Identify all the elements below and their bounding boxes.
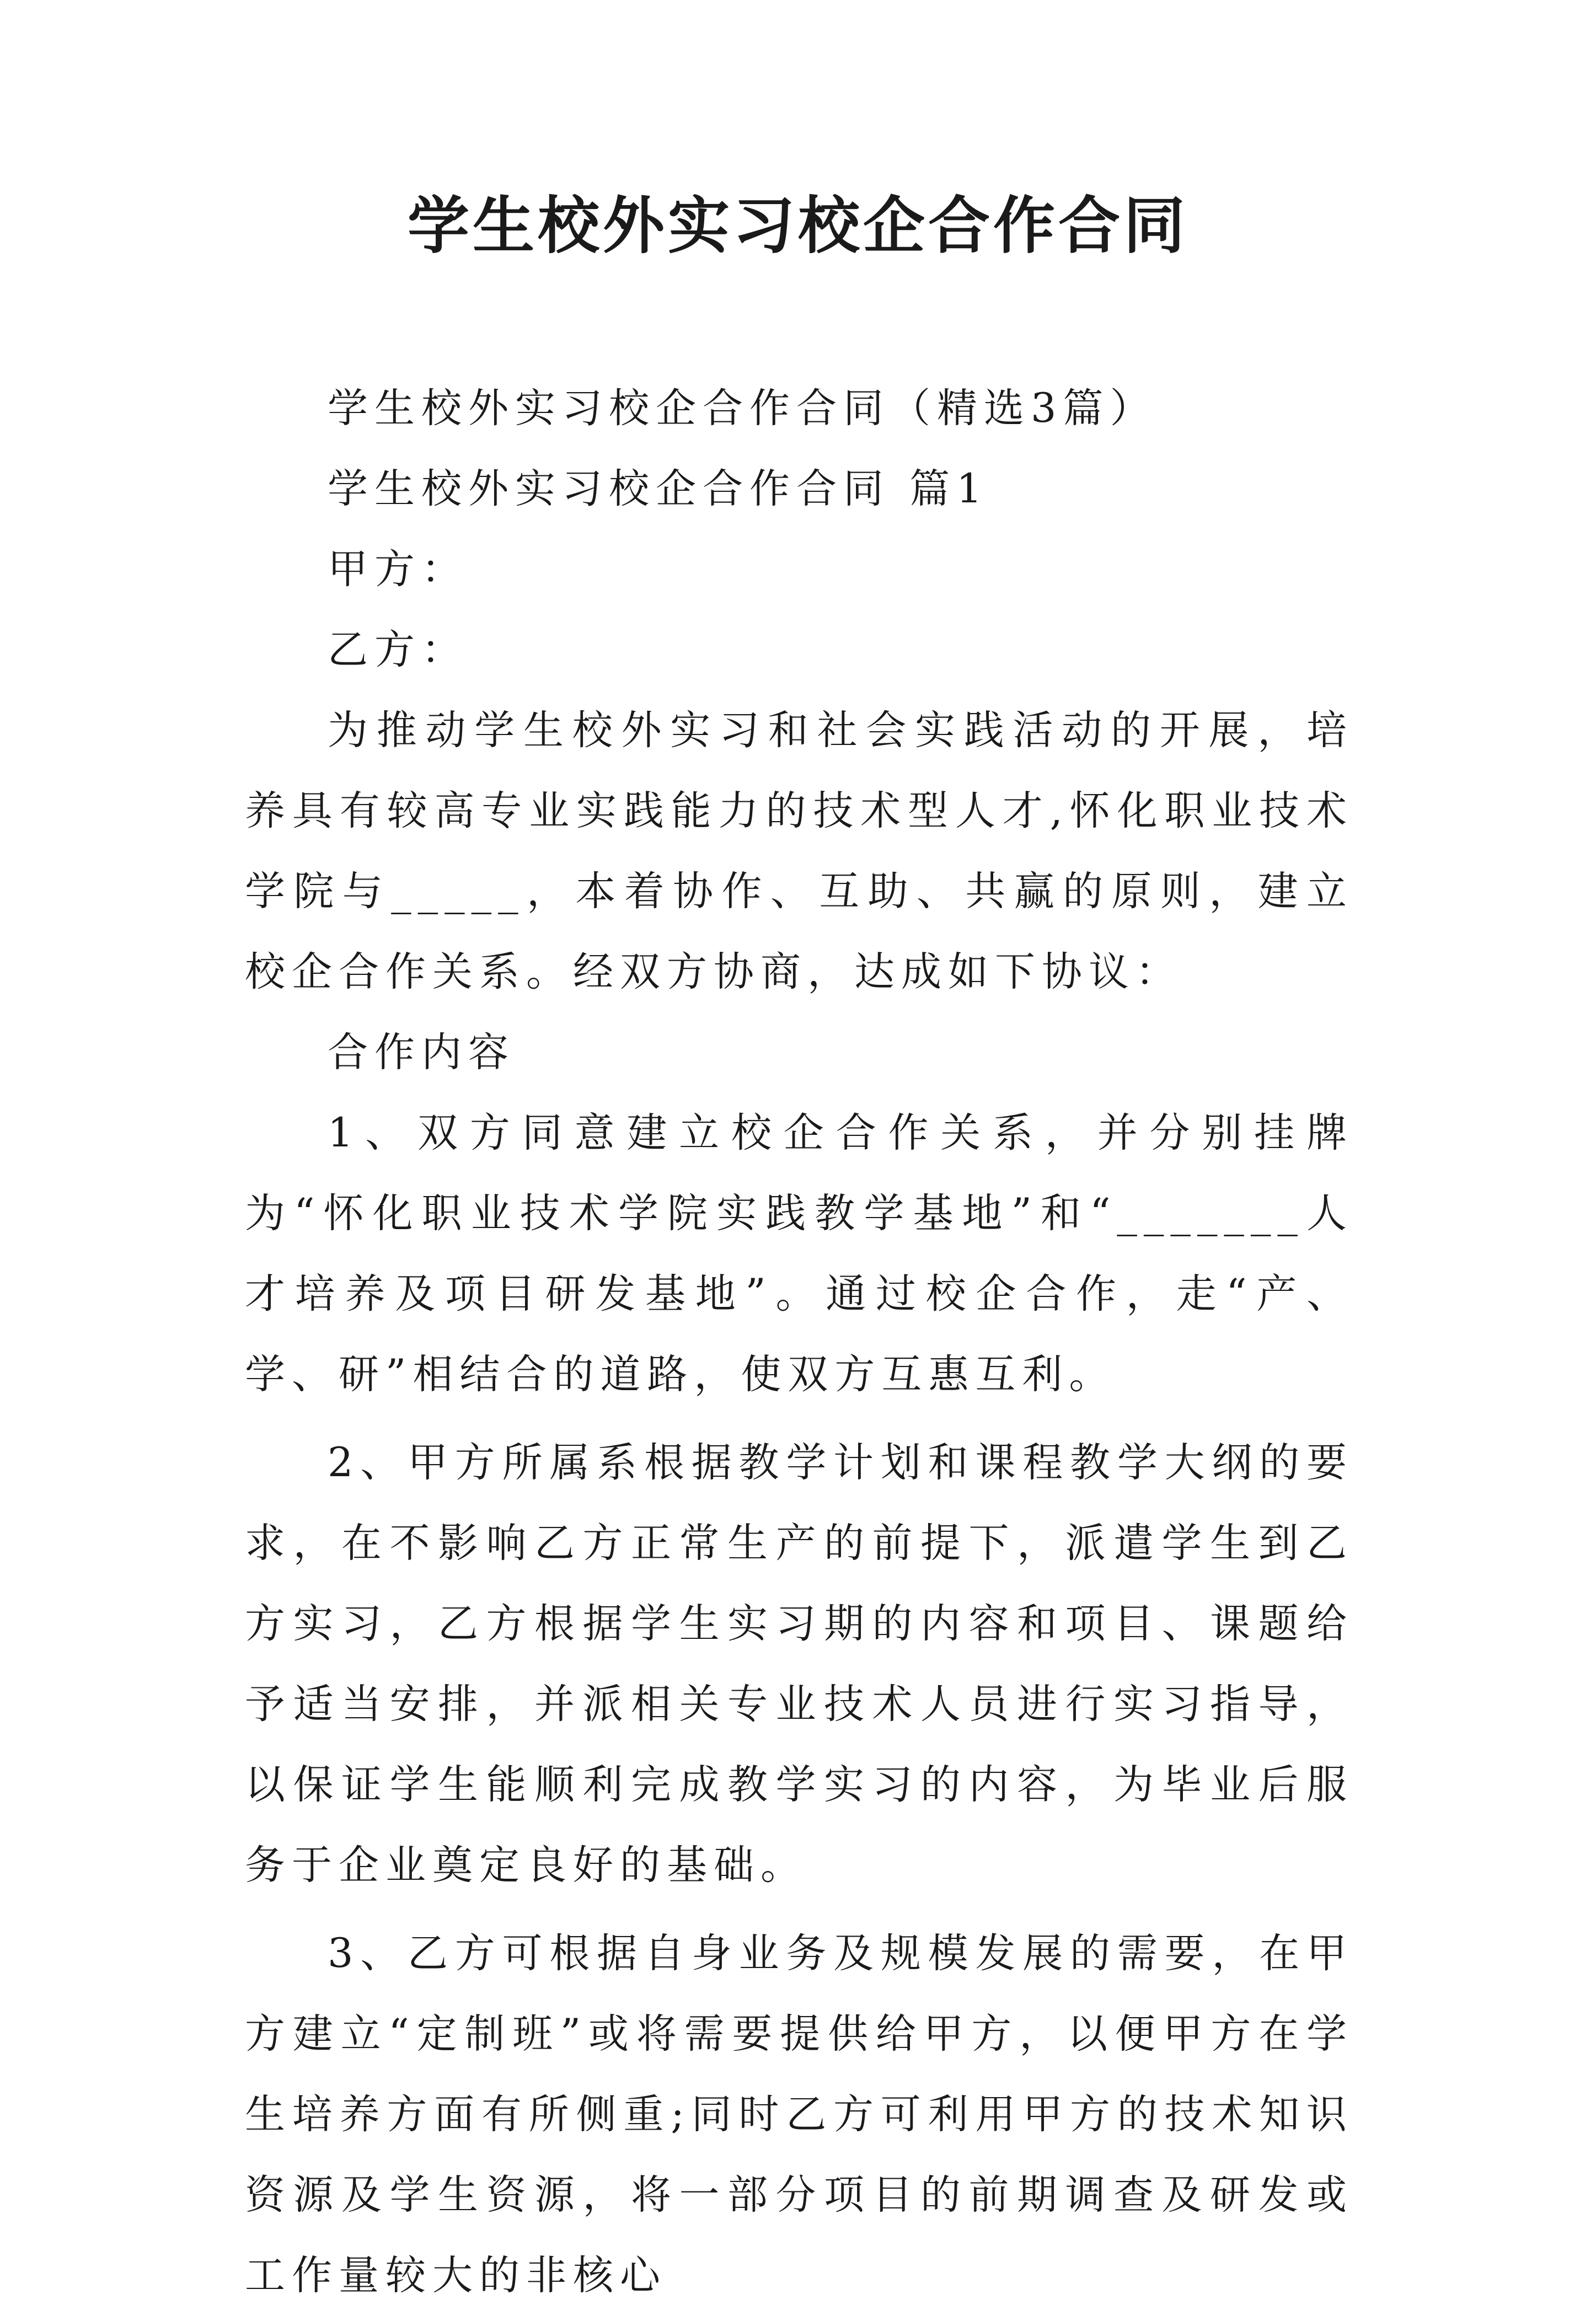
party-b-line: 乙方： <box>328 626 468 673</box>
document-body <box>245 368 1353 2316</box>
intro-paragraph: 为推动学生校外实习和社会实践活动的开展，培养具有较高专业实践能力的技术型人才,怀化职业技术学院与_____，本着协作、互助、共赢的原则，建立校企合作关系。经双方协商，达成如下协议： <box>245 707 1353 995</box>
subtitle-paragraph: 学生校外实习校企合作合同（精选3篇） <box>328 385 1157 432</box>
section-heading: 学生校外实习校企合作合同 篇1 <box>328 465 989 512</box>
clause-1: 1、双方同意建立校企合作关系，并分别挂牌为“怀化职业技术学院实践教学基地”和“_______人才培养及项目研发基地”。通过校企合作，走“产、学、研”相结合的道路，使双方互惠互利。 <box>245 1109 1353 1398</box>
clause-2: 2、甲方所属系根据教学计划和课程教学大纲的要求，在不影响乙方正常生产的前提下，派遣学生到乙方实习，乙方根据学生实习期的内容和项目、课题给予适当安排，并派相关专业技术人员进行实习指导，以保证学生能顺利完成教学实习的内容，为毕业后服务于企业奠定良好的基础。 <box>245 1439 1353 1889</box>
party-a-line: 甲方： <box>328 546 468 593</box>
document-title: 学生校外实习校企合作合同 <box>408 190 1188 262</box>
clause-3: 3、乙方可根据自身业务及规模发展的需要，在甲方建立“定制班”或将需要提供给甲方，以便甲方在学生培养方面有所侧重;同时乙方可利用甲方的技术知识资源及学生资源，将一部分项目的前期调查及研发或工作量较大的非核心 <box>245 1930 1353 2299</box>
cooperation-heading: 合作内容 <box>328 1029 515 1076</box>
